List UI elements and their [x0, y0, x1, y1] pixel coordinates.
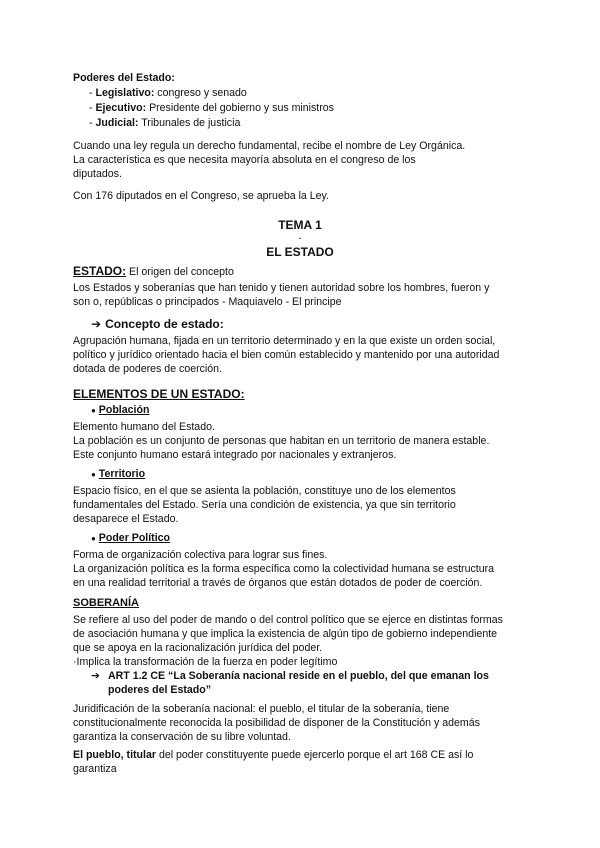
poblacion-heading: ● Población	[91, 404, 150, 416]
ley-line-3: diputados.	[73, 168, 122, 180]
pueblo-line-2: garantiza	[73, 763, 117, 775]
bullet-icon: ●	[91, 534, 96, 543]
ley-line-4: Con 176 diputados en el Congreso, se aprueba la Ley.	[73, 190, 329, 202]
art-line-1: ART 1.2 CE “La Soberanía nacional reside en el pueblo, del que emanan los	[108, 670, 489, 682]
estado-line-1: Los Estados y soberanías que han tenido y tienen autoridad sobre los hombres, fueron y	[73, 282, 490, 294]
soberania-heading: SOBERANÍA	[73, 597, 140, 609]
tema-dash: -	[298, 233, 302, 243]
soberania-line-2: de asociación humana y que implica la existencia de algún tipo de gobierno independiente	[73, 628, 498, 640]
estado-line-2: son o, repúblicas o principados - Maquiavelo - El principe	[73, 296, 342, 308]
territorio-line-2: fundamentales del Estado. Sería una condición de existencia, ya que sin territorio	[73, 499, 456, 511]
art-arrow	[91, 670, 100, 683]
poblacion-line-3: Este conjunto humano estará integrado por nacionales y extranjeros.	[73, 449, 397, 461]
ley-line-2: La característica es que necesita mayoría absoluta en el congreso de los	[73, 154, 416, 166]
territorio-heading: ● Territorio	[91, 468, 146, 480]
soberania-line-1: Se refiere al uso del poder de mando o del control político que se ejerce en distintas formas	[73, 614, 503, 626]
bullet-icon: ●	[91, 406, 96, 415]
poder-heading: ● Poder Político	[91, 532, 171, 544]
poder-line-3: en una realidad territorial a través de órganos que están dotados de poder de coerción.	[73, 577, 483, 589]
arrow-right-icon: ➔	[91, 670, 100, 682]
soberania-line-3: que se apoya en la racionalización jurídica del poder.	[73, 642, 323, 654]
territorio-line-1: Espacio físico, en el que se asienta la población, constituye uno de los elementos	[73, 485, 456, 497]
tema-title: TEMA 1	[278, 218, 322, 232]
concepto-heading: ➔ Concepto de estado:	[91, 317, 224, 331]
poder-line-2: La organización política es la forma específica como la colectividad humana se estructura	[73, 563, 495, 575]
concepto-line-3: dotada de poderes de coerción.	[73, 363, 223, 375]
poderes-title: Poderes del Estado:	[73, 72, 175, 84]
ley-line-1: Cuando una ley regula un derecho fundamental, recibe el nombre de Ley Orgánica.	[73, 140, 466, 152]
juridificacion-line-1: Juridificación de la soberanía nacional: el pueblo, el titular de la soberanía, tiene	[73, 703, 450, 715]
soberania-line-4: ·Implica la transformación de la fuerza en poder legítimo	[73, 656, 338, 668]
arrow-right-icon: ➔	[91, 317, 102, 331]
poblacion-line-1: Elemento humano del Estado.	[73, 421, 215, 433]
pueblo-line-1: El pueblo, titular del poder constituyente puede ejercerlo porque el art 168 CE así lo	[73, 749, 474, 761]
elementos-heading: ELEMENTOS DE UN ESTADO:	[73, 387, 245, 401]
poderes-item-ejecutivo: - Ejecutivo: Presidente del gobierno y sus ministros	[89, 102, 334, 114]
territorio-line-3: desaparece el Estado.	[73, 513, 179, 525]
juridificacion-line-3: garantiza la conservación de su libre voluntad.	[73, 731, 291, 743]
estado-heading: ESTADO: El origen del concepto	[73, 264, 234, 278]
poderes-item-legislativo: - Legislativo: congreso y senado	[89, 87, 247, 99]
poblacion-line-2: La población es un conjunto de personas que habitan en un territorio de manera estable.	[73, 435, 490, 447]
poder-line-1: Forma de organización colectiva para lograr sus fines.	[73, 549, 328, 561]
concepto-line-1: Agrupación humana, fijada en un territorio determinado y en la que existe un orden social,	[73, 335, 496, 347]
concepto-line-2: político y jurídico orientado hacia el bien común establecido y mantenido por una autoridad	[73, 349, 500, 361]
juridificacion-line-2: constitucionalmente reconocida la posibilidad de disponer de la Constitución y además	[73, 717, 480, 729]
poderes-item-judicial: - Judicial: Tribunales de justicia	[89, 117, 241, 129]
tema-subtitle: EL ESTADO	[266, 245, 334, 259]
bullet-icon: ●	[91, 470, 96, 479]
art-line-2: poderes del Estado”	[108, 684, 212, 696]
